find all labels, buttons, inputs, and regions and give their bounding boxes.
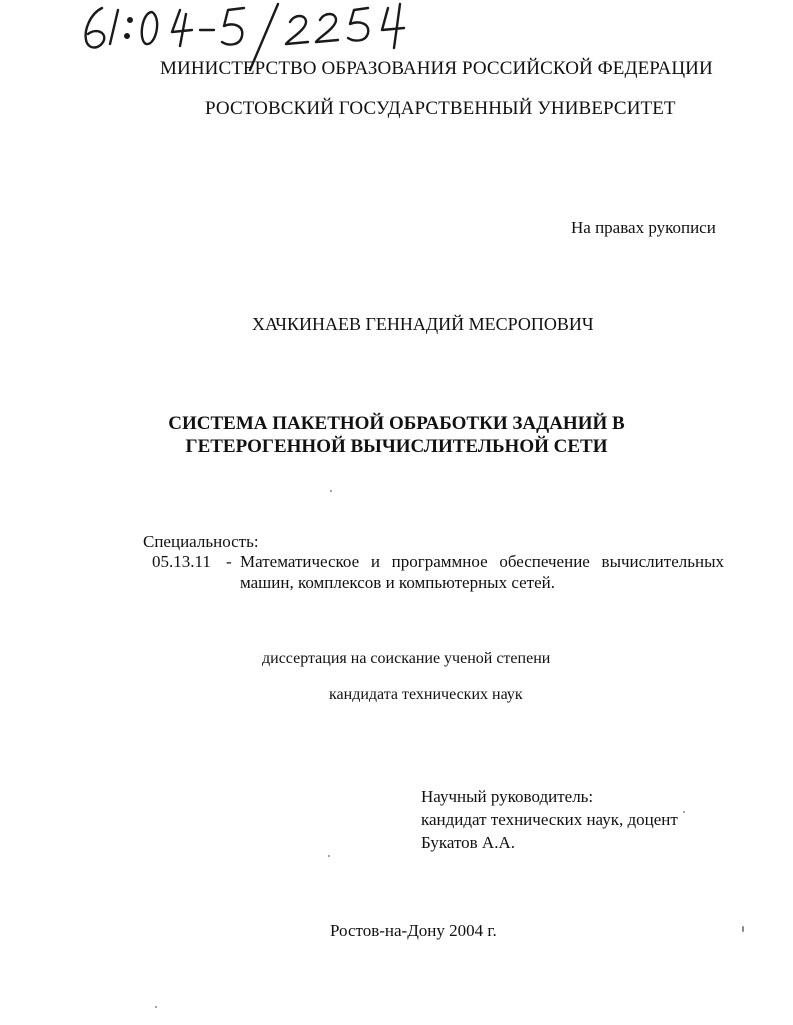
university-name: РОСТОВСКИЙ ГОСУДАРСТВЕННЫЙ УНИВЕРСИТЕТ: [205, 98, 676, 119]
dissertation-title: [0, 412, 793, 458]
dissertation-title-line-2: ГЕТЕРОГЕННОЙ ВЫЧИСЛИТЕЛЬНОЙ СЕТИ: [185, 436, 608, 457]
scan-speck: [683, 811, 685, 813]
advisor-label: Научный руководитель:: [421, 787, 594, 806]
advisor-name: Букатов А.А.: [421, 833, 515, 852]
degree-line-1: диссертация на соискание ученой степени: [262, 650, 551, 667]
author-name: ХАЧКИНАЕВ ГЕННАДИЙ МЕСРОПОВИЧ: [252, 314, 594, 334]
degree-line-2: кандидата технических наук: [329, 686, 523, 703]
scan-speck: [742, 926, 744, 932]
dissertation-title-line-1: СИСТЕМА ПАКЕТНОЙ ОБРАБОТКИ ЗАДАНИЙ В: [168, 413, 625, 434]
ministry-name: МИНИСТЕРСТВО ОБРАЗОВАНИЯ РОССИЙСКОЙ ФЕДЕРАЦИИ: [160, 58, 713, 79]
manuscript-rights-note: На правах рукописи: [571, 218, 716, 237]
advisor-title: кандидат технических наук, доцент: [421, 810, 678, 829]
specialty-description: Математическое и программное обеспечение вычислительных машин, комплексов и компьютерных сетей.: [240, 552, 724, 592]
specialty-label: Специальность:: [143, 532, 259, 551]
scan-speck: [155, 1006, 157, 1008]
city-and-year: Ростов-на-Дону 2004 г.: [330, 921, 497, 940]
specialty-dash: -: [226, 552, 232, 571]
scan-speck: [330, 490, 332, 492]
specialty-code: 05.13.11: [152, 552, 211, 571]
scientific-advisor-block: [421, 785, 678, 854]
scan-speck: [328, 855, 330, 857]
